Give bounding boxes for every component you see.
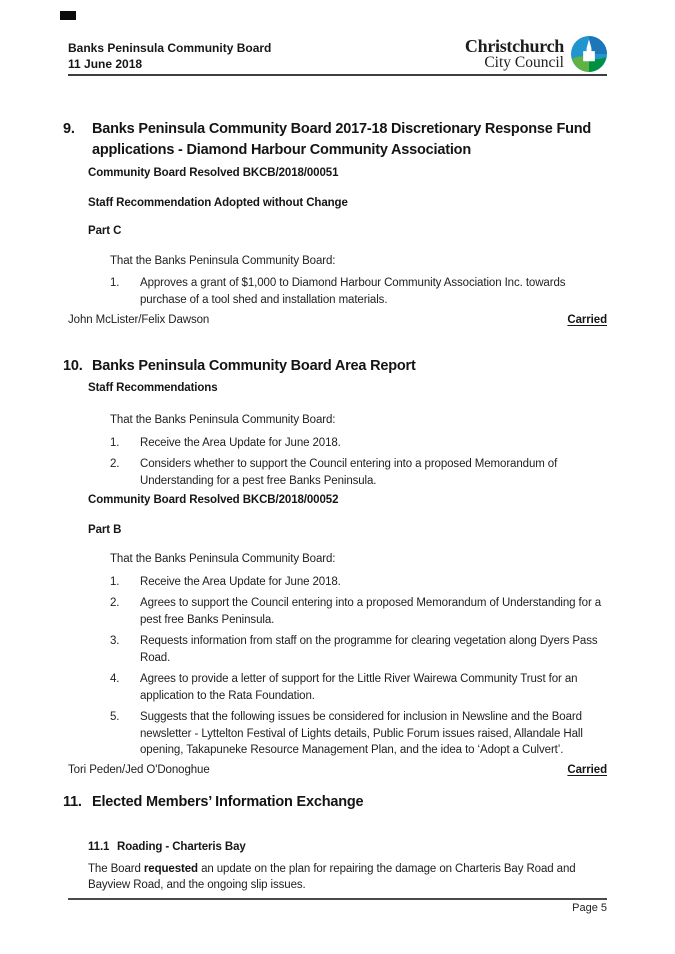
section-title — [92, 356, 416, 377]
subsection-paragraph — [88, 861, 607, 894]
item-number: 3. — [110, 635, 120, 647]
subsection-number: 11.1 — [88, 841, 110, 853]
resolution-heading: Community Board Resolved BKCB/2018/00052 — [88, 494, 339, 506]
item-number: 1. — [110, 436, 120, 449]
numbered-item — [110, 456, 607, 489]
numbered-item — [110, 633, 607, 666]
resolution-preamble: That the Banks Peninsula Community Board: — [110, 553, 336, 565]
item-text: Agrees to support the Council entering into a proposed Memorandum of Understanding for a pest free Banks Peninsula. — [140, 597, 602, 626]
mover-names: Tori Peden/Jed O'Donoghue — [68, 763, 210, 776]
item-number: 4. — [110, 673, 120, 685]
item-text: Suggests that the following issues be considered for inclusion in Newsline and the Board newsletter - Lyttelton Festival of Lights details, Public Forum issues raised, Allandale Hall opening, Takapuneke Resource Management Plan, and the idea to ‘Adopt a Culvert’. — [140, 711, 583, 756]
item-number: 1. — [110, 575, 120, 588]
header-meta — [68, 36, 271, 72]
subsection-title: Roading - Charteris Bay — [117, 841, 246, 853]
section-title — [92, 792, 363, 813]
item-text: Approves a grant of $1,000 to Diamond Harbour Community Association Inc. towards purchase of a tool shed and installation materials. — [140, 277, 566, 306]
meeting-date: 11 June 2018 — [68, 57, 143, 71]
scan-artifact-mark — [60, 11, 76, 20]
item-text: Agrees to provide a letter of support for the Little River Wairewa Community Trust for an application to the Rata Foundation. — [140, 673, 578, 702]
item-text: Considers whether to support the Council entering into a proposed Memorandum of Understanding for a pest free Banks Peninsula. — [140, 458, 558, 487]
section-title-line: Elected Members’ Information Exchange — [92, 794, 364, 810]
item-text: Receive the Area Update for June 2018. — [140, 575, 341, 588]
subsection-heading — [88, 839, 607, 856]
part-label: Part C — [88, 225, 122, 237]
cathedral-circle-icon — [571, 36, 607, 72]
staff-recommendations-heading: Staff Recommendations — [88, 381, 218, 394]
board-name: Banks Peninsula Community Board — [68, 41, 272, 55]
section-number: 9. — [63, 121, 75, 137]
section-number: 11. — [63, 794, 82, 810]
document-body — [63, 119, 607, 894]
logo-wordmark — [465, 38, 564, 70]
item-number: 1. — [110, 277, 120, 289]
paragraph-text: The Board — [88, 862, 144, 875]
result-carried: Carried — [567, 314, 607, 326]
paragraph-text: an update on the plan for repairing the damage on Charteris Bay Road and Bayview Road, and the ongoing slip issues. — [88, 862, 576, 891]
section-title-line: Banks Peninsula Community Board 2017-18 Discretionary Response Fund — [92, 121, 592, 137]
paragraph-bold-word: requested — [143, 862, 198, 875]
logo-wordmark-line1: Christchurch — [464, 36, 564, 56]
mover-line — [68, 762, 607, 779]
item-text: Requests information from staff on the programme for clearing vegetation along Dyers Pass Road. — [140, 635, 598, 664]
resolution-preamble: That the Banks Peninsula Community Board: — [110, 414, 336, 426]
section-title-line: applications - Diamond Harbour Community Association — [92, 142, 471, 158]
numbered-item — [110, 709, 607, 759]
council-logo — [465, 36, 607, 72]
numbered-item — [110, 671, 607, 704]
numbered-item — [110, 275, 607, 308]
header-rule — [68, 74, 607, 76]
part-label: Part B — [88, 523, 122, 536]
item-number: 2. — [110, 597, 120, 609]
resolution-heading: Community Board Resolved BKCB/2018/00051 — [88, 167, 339, 179]
numbered-item — [110, 595, 607, 628]
adoption-note: Staff Recommendation Adopted without Change — [88, 196, 348, 209]
page-header — [68, 0, 607, 76]
numbered-item — [110, 574, 607, 591]
item-number: 5. — [110, 711, 120, 723]
mover-names: John McLister/Felix Dawson — [68, 314, 210, 326]
mover-line — [68, 312, 607, 329]
section-11-heading — [63, 792, 607, 813]
item-number: 2. — [110, 458, 120, 470]
section-title — [92, 119, 591, 161]
item-text: Receive the Area Update for June 2018. — [140, 436, 341, 449]
section-10-heading — [63, 356, 607, 377]
section-title-line: Banks Peninsula Community Board Area Report — [92, 357, 416, 374]
page-number: Page 5 — [572, 902, 607, 914]
resolution-preamble: That the Banks Peninsula Community Board: — [110, 254, 336, 267]
result-carried: Carried — [567, 763, 607, 776]
section-number: 10. — [63, 357, 83, 374]
page-footer — [68, 898, 607, 914]
section-9-heading — [63, 119, 607, 161]
logo-wordmark-line2: City Council — [484, 54, 564, 71]
numbered-item — [110, 435, 607, 452]
